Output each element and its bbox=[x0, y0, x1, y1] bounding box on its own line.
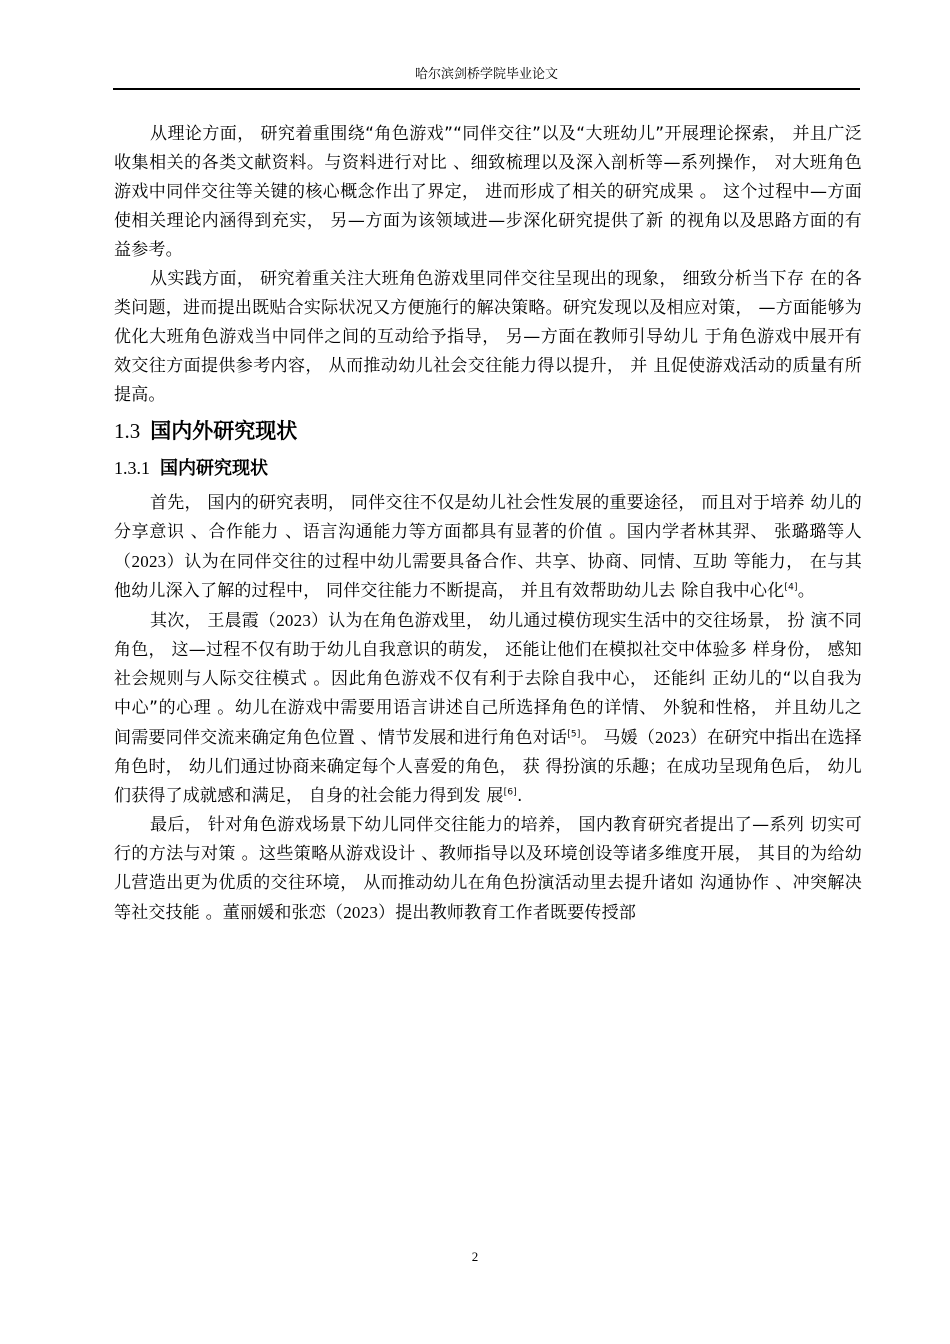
subsection-number: 1.3.1 bbox=[114, 458, 150, 478]
text-run: 。 马媛（ bbox=[580, 728, 656, 748]
page-number: 2 bbox=[471, 1249, 479, 1264]
running-header bbox=[113, 66, 860, 84]
paragraph-second bbox=[114, 606, 862, 811]
text-run: . bbox=[516, 786, 523, 806]
subsection-title: 国内研究现状 bbox=[160, 458, 268, 479]
year: 2023 bbox=[131, 552, 167, 571]
text-run: ）在研究中指出在选择角色时， 幼儿们通过协商来确定每个人喜爱的角色， 获 得扮演的乐趣；在成功呈现角色后， 幼儿们获得了成就感和满足， 自身的社会能力得到发 展 bbox=[114, 728, 863, 806]
citation-ref: [5] bbox=[567, 729, 581, 740]
year: 2023 bbox=[276, 611, 312, 630]
year: 2023 bbox=[343, 903, 379, 922]
header-title: 哈尔滨剑桥学院毕业论文 bbox=[414, 67, 558, 82]
section-title: 国内外研究现状 bbox=[150, 419, 298, 443]
text-run: ）认为在角色游戏里， 幼儿通过模仿现实生活中的交往场景， 扮 演不同角色， 这—过程不仅有助于幼儿自我意识的萌发， 还能让他们在模拟社交中体验多 样身份， 感知社会规则与人际交往模式 。因此角色游戏不仅有利于去除自我中心， 还能纠 正幼儿的“以自我为中心”的心理 。幼儿在游戏中需要用语言讲述自己所选择角色的详情、 外貌和性格， 并且幼儿之间需要同伴交流来确定角色位置 、情节发展和进行角色对话 bbox=[114, 611, 862, 748]
text-run: 其次， 王晨霞（ bbox=[150, 611, 277, 631]
section-number: 1.3 bbox=[114, 419, 141, 443]
page-body bbox=[114, 120, 862, 928]
paragraph-last bbox=[114, 811, 862, 928]
text-run: 最后， 针对角色游戏场景下幼儿同伴交往能力的培养， 国内教育研究者提出了—系列 切实可行的方法与对策 。这些策略从游戏设计 、教师指导以及环境创设等诸多维度开展， 其目的为给幼儿营造出更为优质的交往环境， 从而推动幼儿在角色扮演活动里去提升诸如 沟通协作 、冲突解决等社交技能 。董丽媛和张恋（ bbox=[114, 815, 862, 923]
text-run: 首先， 国内的研究表明， 同伴交往不仅是幼儿社会性发展的重要途径， 而且对于培养 幼儿的分享意识 、合作能力 、语言沟通能力等方面都具有显著的价值 。国内学者林其羿、 张璐璐等人（ bbox=[114, 493, 862, 572]
paragraph-theory: 从理论方面， 研究着重围绕“角色游戏”“同伴交往”以及“大班幼儿”开展理论探索， 并且广泛收集相关的各类文献资料。与资料进行对比 、细致梳理以及深入剖析等—系列操作， 对大班角色游戏中同伴交往等关键的核心概念作出了界定， 进而形成了相关的研究成果 。 这个过程中—方面使相关理论内涵得到充实， 另—方面为该领域进—步深化研究提供了新 的视角以及思路方面的有益参考。 bbox=[114, 124, 862, 260]
section-heading-1-3-1 bbox=[114, 452, 862, 485]
paragraph-practice: 从实践方面， 研究着重关注大班角色游戏里同伴交往呈现出的现象， 细致分析当下存 在的各类问题，进而提出既贴合实际状况又方便施行的解决策略。研究发现以及相应对策， —方面能够为优化大班角色游戏当中同伴之间的互动给予指导， 另—方面在教师引导幼儿 于角色游戏中展开有效交往方面提供参考内容， 从而推动幼儿社会交往能力得以提升， 并 且促使游戏活动的质量有所提高。 bbox=[114, 269, 862, 405]
text-run: ）认为在同伴交往的过程中幼儿需要具备合作、共享、协商、同情、互助 等能力， 在与其他幼儿深入了解的过程中， 同伴交往能力不断提高， 并且有效帮助幼儿去 除自我中心化 bbox=[114, 552, 863, 601]
year: 2023 bbox=[655, 728, 690, 747]
citation-ref: [4] bbox=[784, 582, 798, 593]
header-rule bbox=[113, 88, 860, 90]
citation-ref: [6] bbox=[503, 787, 517, 798]
text-run: ）提出教师教育工作者既要传授部 bbox=[378, 903, 637, 923]
section-heading-1-3 bbox=[114, 414, 862, 448]
text-run: 。 bbox=[797, 581, 815, 601]
paragraph-first bbox=[114, 489, 862, 606]
